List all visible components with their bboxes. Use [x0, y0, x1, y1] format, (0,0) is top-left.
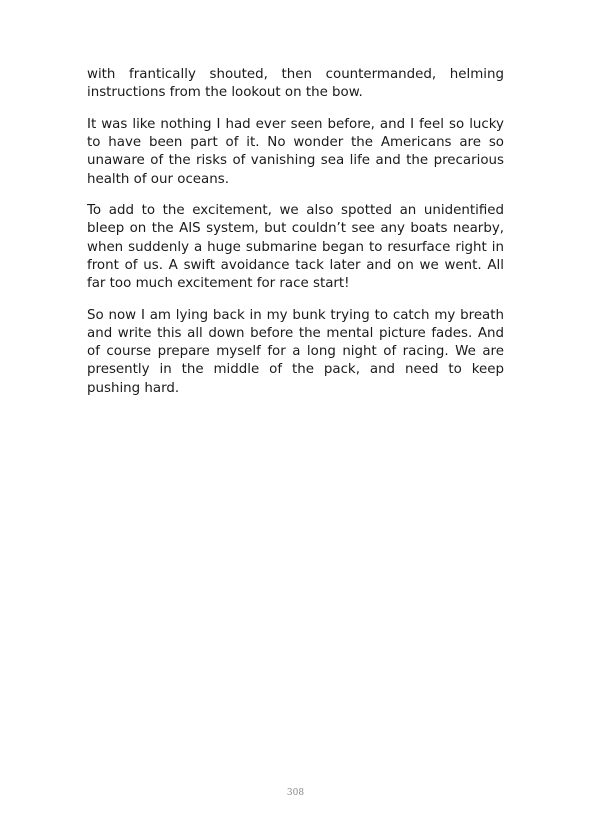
paragraph-3: To add to the excitement, we also spotted an unidentified bleep on the AIS system, but couldn’t see any boats nearby, when suddenly a huge submarine began to resurface right in front of us. A swift avoidance tack later and on we went. All far too much excitement for race start! — [87, 203, 504, 292]
paragraph-1: with frantically shouted, then countermanded, helming instructions from the lookout on the bow. — [87, 67, 504, 101]
body-text — [87, 66, 504, 411]
page-number: 308 — [286, 788, 305, 798]
paragraph-4: So now I am lying back in my bunk trying to catch my breath and write this all down before the mental picture fades. And of course prepare myself for a long night of racing. We are presently in the middle of the pack, and need to keep pushing hard. — [87, 307, 504, 396]
paragraph-2: It was like nothing I had ever seen before, and I feel so lucky to have been part of it. No wonder the Americans are so unaware of the risks of vanishing sea life and the precarious health of our oceans. — [87, 116, 504, 187]
